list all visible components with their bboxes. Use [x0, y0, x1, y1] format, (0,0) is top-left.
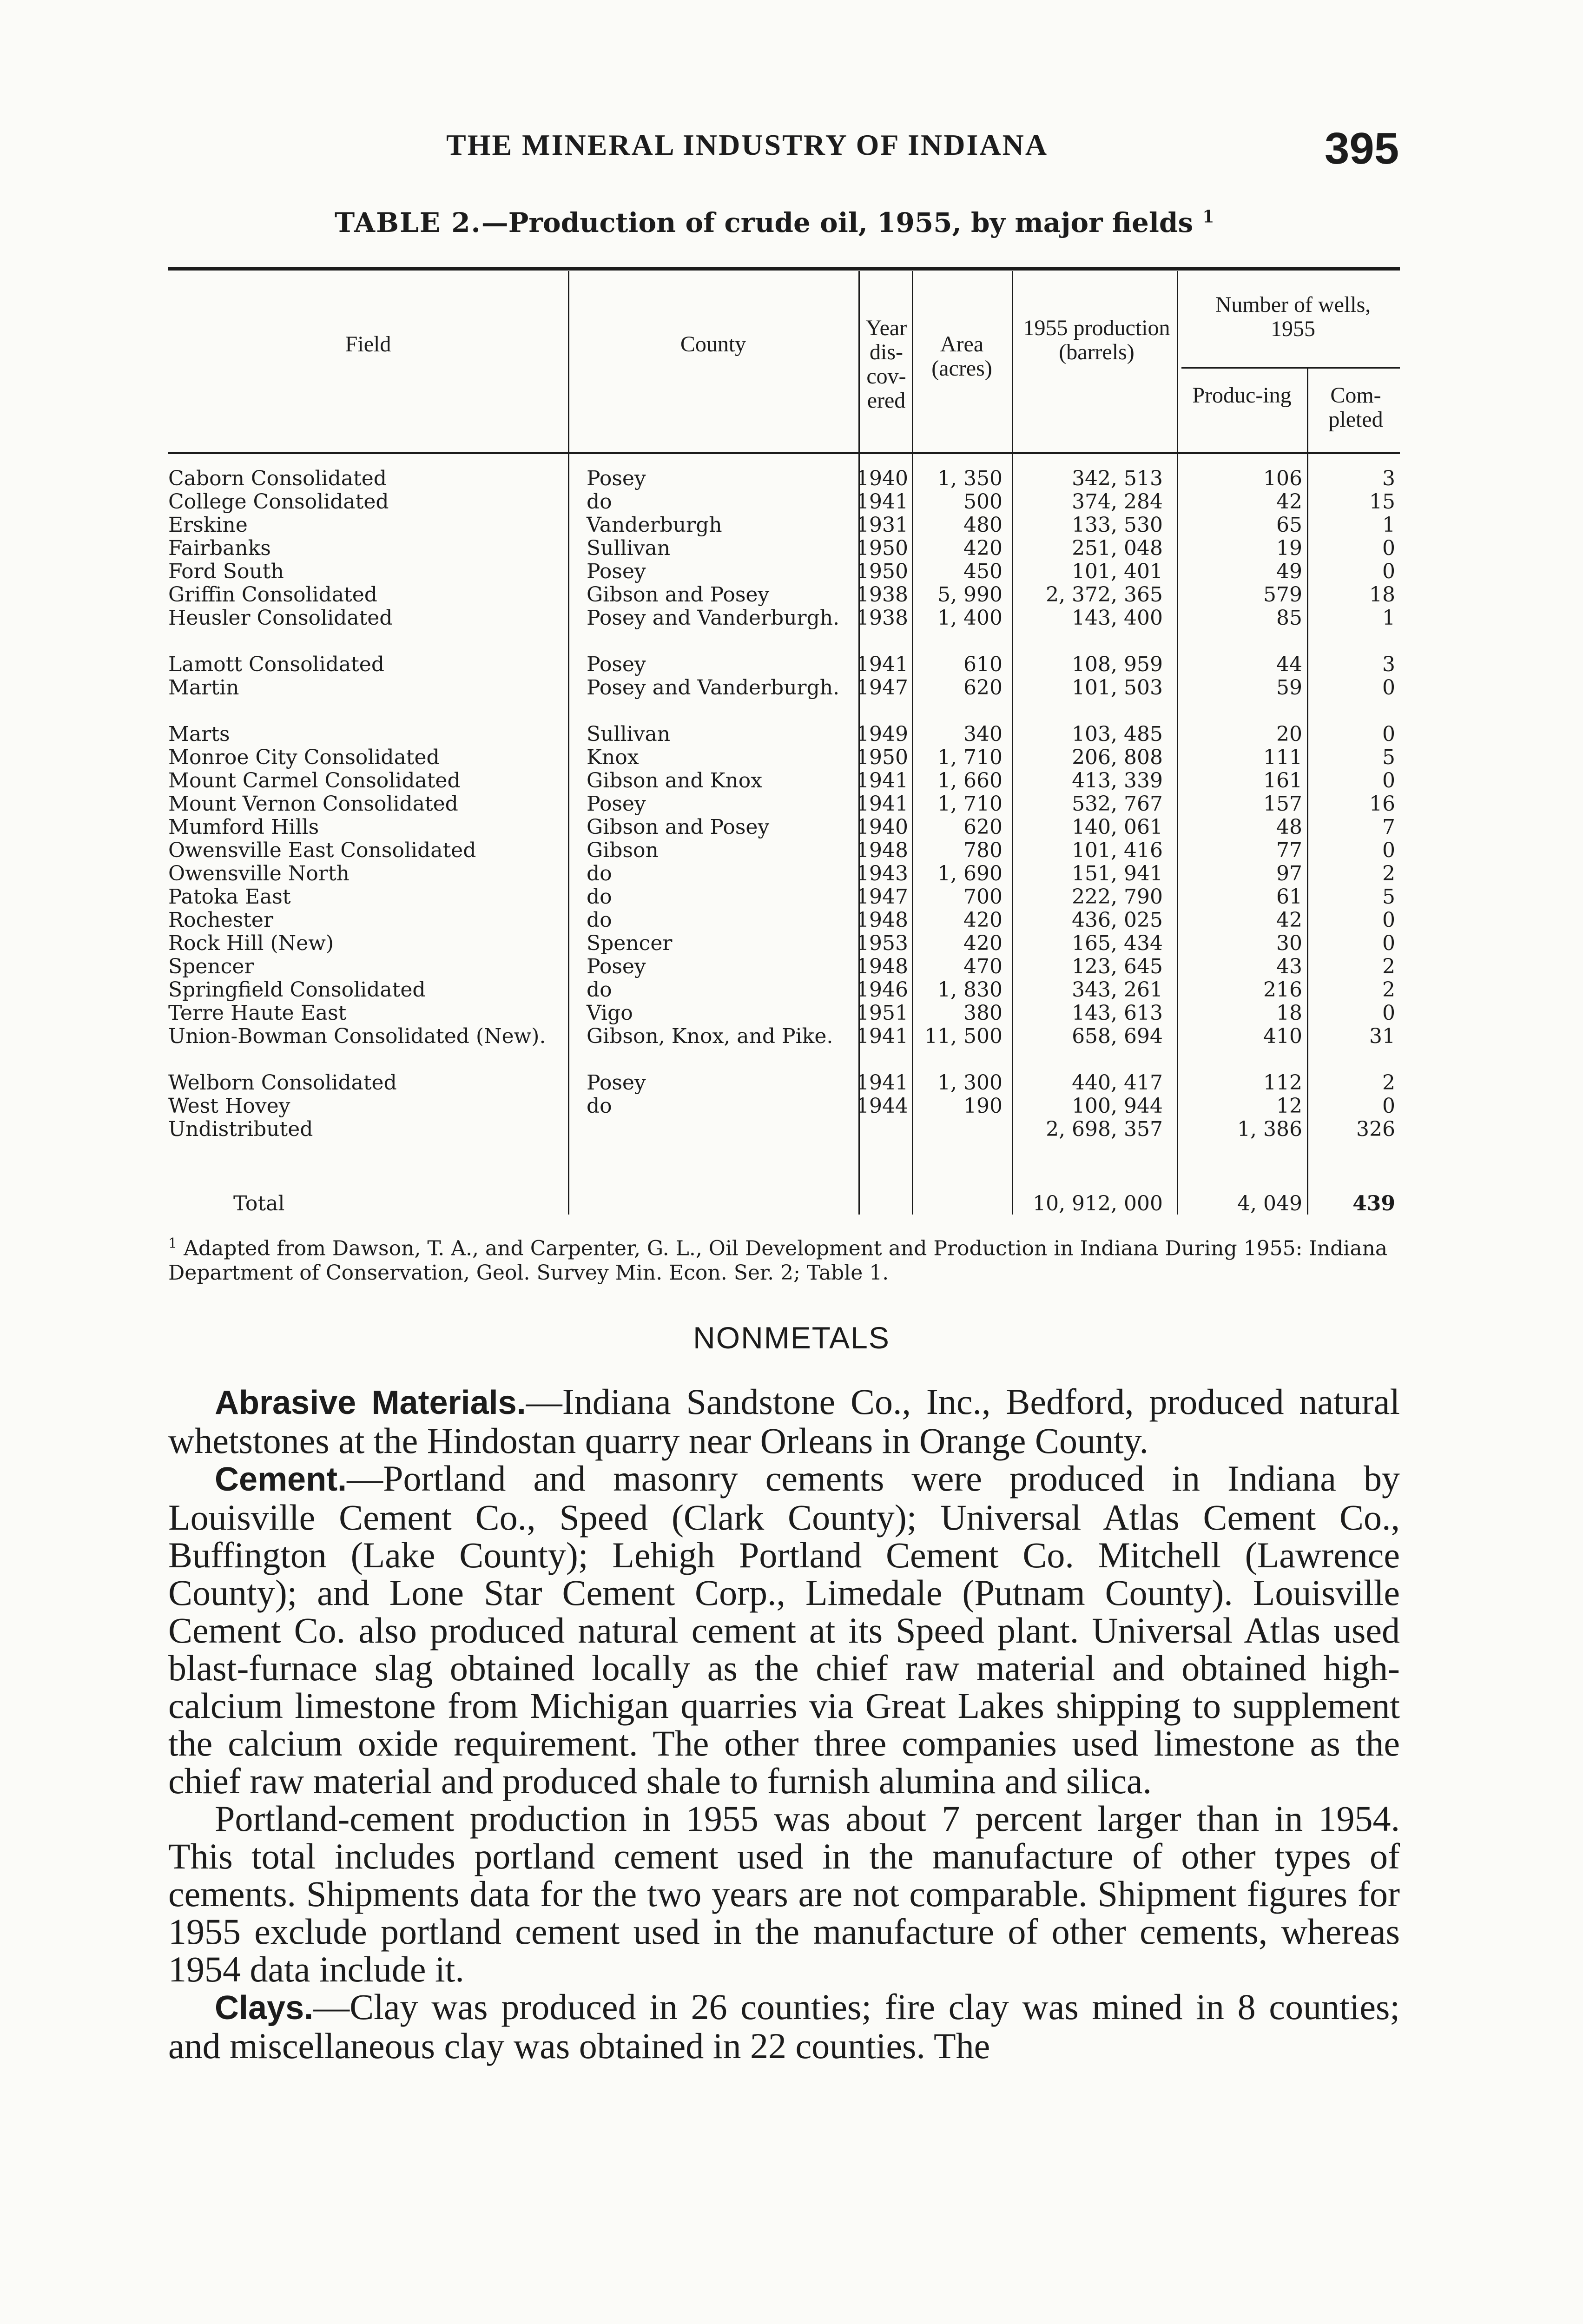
row-year: 1951 — [856, 1001, 908, 1025]
row-year: 1948 — [856, 838, 908, 862]
row-producing: 112 — [1263, 1071, 1302, 1095]
row-area: 1, 830 — [937, 978, 1003, 1002]
row-county: Knox — [587, 746, 639, 769]
col-header-year: Year dis-cov-ered — [865, 316, 907, 413]
table-row — [168, 839, 1400, 862]
row-producing: 44 — [1276, 653, 1302, 676]
row-area: 1, 690 — [937, 862, 1003, 885]
row-field: Ford South — [168, 560, 284, 583]
row-production: 658, 694 — [1072, 1024, 1163, 1048]
row-field: Patoka East — [168, 885, 291, 909]
row-year: 1947 — [856, 676, 908, 700]
table-row — [168, 746, 1400, 769]
row-production: 101, 416 — [1072, 838, 1163, 862]
row-production: 440, 417 — [1072, 1071, 1163, 1095]
row-production: 140, 061 — [1072, 815, 1163, 839]
row-field: Monroe City Consolidated — [168, 746, 440, 769]
row-producing: 410 — [1263, 1024, 1302, 1048]
table-row — [168, 932, 1400, 955]
col-header-area: Area (acres) — [931, 332, 992, 381]
row-completed: 3 — [1382, 653, 1395, 676]
row-completed: 7 — [1382, 815, 1395, 839]
row-completed: 0 — [1382, 536, 1395, 560]
paragraph-text: —Indiana Sandstone Co., Inc., Bedford, produced natural whetstones at the Hindostan quarry near Orleans in Orange County. — [168, 1381, 1400, 1461]
row-year: 1941 — [856, 653, 908, 676]
paragraph-clays — [168, 1988, 1400, 2065]
row-area: 1, 350 — [937, 467, 1003, 490]
row-county: Posey — [587, 560, 646, 583]
row-producing: 19 — [1276, 536, 1302, 560]
row-county: do — [587, 978, 612, 1002]
row-producing: 42 — [1276, 908, 1302, 932]
row-field: Heusler Consolidated — [168, 606, 393, 630]
row-producing: 48 — [1276, 815, 1302, 839]
row-completed: 5 — [1382, 746, 1395, 769]
row-producing: 12 — [1276, 1094, 1302, 1118]
row-field: Griffin Consolidated — [168, 583, 377, 607]
row-completed: 31 — [1369, 1024, 1395, 1048]
table-row — [168, 816, 1400, 839]
table-row — [168, 978, 1400, 1002]
table-row — [168, 862, 1400, 885]
row-completed: 15 — [1369, 490, 1395, 514]
row-area: 700 — [963, 885, 1003, 909]
row-completed: 1 — [1382, 606, 1395, 630]
row-production: 133, 530 — [1072, 513, 1163, 537]
row-area: 500 — [963, 490, 1003, 514]
table-row — [168, 885, 1400, 909]
row-area: 1, 660 — [937, 769, 1003, 792]
row-producing: 18 — [1276, 1001, 1302, 1025]
table-top-rule — [168, 267, 1400, 271]
row-county: Gibson and Posey — [587, 583, 770, 607]
row-year: 1950 — [856, 536, 908, 560]
row-producing: 59 — [1276, 676, 1302, 700]
table-header-rule — [168, 452, 1400, 454]
table-row — [168, 1095, 1400, 1118]
row-completed: 0 — [1382, 838, 1395, 862]
row-year: 1948 — [856, 955, 908, 978]
row-producing: 65 — [1276, 513, 1302, 537]
paragraph-text: —Clay was produced in 26 counties; fire clay was mined in 8 counties; and miscellaneous clay was obtained in 22 counties. The — [168, 1987, 1400, 2066]
page-number: 395 — [1325, 124, 1399, 173]
run-in-heading: Cement. — [215, 1461, 347, 1498]
row-field: Rock Hill (New) — [168, 931, 334, 955]
row-county: Sullivan — [587, 536, 671, 560]
row-production: 2, 372, 365 — [1046, 583, 1163, 607]
row-area: 1, 400 — [937, 606, 1003, 630]
row-producing: 579 — [1263, 583, 1302, 607]
row-area: 1, 300 — [937, 1071, 1003, 1095]
row-field: Springfield Consolidated — [168, 978, 426, 1002]
row-field: College Consolidated — [168, 490, 389, 514]
row-county: Posey — [587, 467, 646, 490]
row-year: 1949 — [856, 722, 908, 746]
row-production: 143, 613 — [1072, 1001, 1163, 1025]
row-field: Terre Haute East — [168, 1001, 347, 1025]
row-production: 343, 261 — [1072, 978, 1163, 1002]
paragraph-text: —Portland and masonry cements were produced in Indiana by Louisville Cement Co., Speed (Clark County); Universal Atlas Cement Co., Buffington (Lake County); Lehigh Portland Cement Co. Mitchell (Lawrence County); and Lone Star Cement Corp., Limedale (Putnam County). Louisville Cement Co. also produced natural cement at its Speed plant. Universal Atlas used blast-furnace slag obtained locally as the chief raw material and obtained high-calcium limestone from Michigan quarries via Great Lakes shipping to supplement the calcium oxide requirement. The other three companies used limestone as the chief raw material and produced shale to furnish alumina and silica. — [168, 1458, 1400, 1801]
row-year: 1943 — [856, 862, 908, 885]
row-completed: 18 — [1369, 583, 1395, 607]
row-completed: 3 — [1382, 467, 1395, 490]
row-production: 251, 048 — [1072, 536, 1163, 560]
row-county: Posey and Vanderburgh. — [587, 606, 840, 630]
run-in-heading: Abrasive Materials. — [215, 1384, 526, 1421]
row-county: Posey — [587, 955, 646, 978]
row-completed: 0 — [1382, 722, 1395, 746]
row-field: Welborn Consolidated — [168, 1071, 397, 1095]
row-field: Spencer — [168, 955, 254, 978]
table-row — [168, 537, 1400, 560]
row-year: 1953 — [856, 931, 908, 955]
row-production: 342, 513 — [1072, 467, 1163, 490]
row-field: Mumford Hills — [168, 815, 319, 839]
row-field: Fairbanks — [168, 536, 271, 560]
row-producing: 216 — [1263, 978, 1302, 1002]
table-row — [168, 490, 1400, 514]
row-county: do — [587, 490, 612, 514]
row-year: 1947 — [856, 885, 908, 909]
row-producing: 77 — [1276, 838, 1302, 862]
row-field: Mount Vernon Consolidated — [168, 792, 458, 816]
row-county: Vigo — [587, 1001, 633, 1025]
col-header-production: 1955 production (barrels) — [1023, 316, 1170, 364]
row-year: 1931 — [856, 513, 908, 537]
row-field: Undistributed — [168, 1117, 313, 1141]
row-area: 420 — [963, 908, 1003, 932]
row-completed: 0 — [1382, 769, 1395, 792]
row-field: Martin — [168, 676, 239, 700]
row-producing: 43 — [1276, 955, 1302, 978]
row-completed: 16 — [1369, 792, 1395, 816]
row-year: 1950 — [856, 560, 908, 583]
table-footnote — [168, 1232, 1400, 1285]
row-year: 1948 — [856, 908, 908, 932]
row-producing: 30 — [1276, 931, 1302, 955]
row-production: 206, 808 — [1072, 746, 1163, 769]
row-producing: 161 — [1263, 769, 1302, 792]
row-year: 1941 — [856, 1024, 908, 1048]
table-row — [168, 514, 1400, 537]
row-field: Marts — [168, 722, 230, 746]
row-completed: 0 — [1382, 908, 1395, 932]
table-row — [168, 792, 1400, 816]
row-area: 11, 500 — [924, 1024, 1003, 1048]
row-year: 1946 — [856, 978, 908, 1002]
table-caption-label: TABLE 2. — [335, 207, 481, 238]
row-area: 480 — [963, 513, 1003, 537]
row-production: 123, 645 — [1072, 955, 1163, 978]
row-field: Mount Carmel Consolidated — [168, 769, 461, 792]
row-county: Vanderburgh — [587, 513, 722, 537]
row-production: 374, 284 — [1072, 490, 1163, 514]
row-county: do — [587, 908, 612, 932]
row-production: 101, 503 — [1072, 676, 1163, 700]
row-county: Gibson and Knox — [587, 769, 763, 792]
table-row — [168, 607, 1400, 653]
row-area: 470 — [963, 955, 1003, 978]
row-producing: 49 — [1276, 560, 1302, 583]
row-field: Caborn Consolidated — [168, 467, 387, 490]
row-area: 5, 990 — [937, 583, 1003, 607]
table-row — [168, 769, 1400, 792]
row-year: 1944 — [856, 1094, 908, 1118]
row-producing: 111 — [1263, 746, 1302, 769]
col-header-producing: Produc-ing — [1192, 383, 1292, 408]
table-row — [168, 1118, 1400, 1141]
row-production: 532, 767 — [1072, 792, 1163, 816]
row-production: 165, 434 — [1072, 931, 1163, 955]
row-production: 2, 698, 357 — [1046, 1117, 1163, 1141]
row-area: 380 — [963, 1001, 1003, 1025]
row-area: 1, 710 — [937, 792, 1003, 816]
row-county: Sullivan — [587, 722, 671, 746]
table-row — [168, 676, 1400, 723]
row-area: 450 — [963, 560, 1003, 583]
table-caption — [335, 207, 1214, 238]
table-row — [168, 723, 1400, 746]
row-county: Posey — [587, 792, 646, 816]
footnote-text: Adapted from Dawson, T. A., and Carpenter, G. L., Oil Development and Production in Indiana During 1955: Indiana Department of Conservation, Geol. Survey Min. Econ. Ser. 2; Table 1. — [168, 1236, 1388, 1285]
row-production: 103, 485 — [1072, 722, 1163, 746]
row-county: Gibson and Posey — [587, 815, 770, 839]
row-year: 1940 — [856, 467, 908, 490]
table-row — [168, 909, 1400, 932]
paragraph-portland — [168, 1800, 1400, 1988]
table-row — [168, 1025, 1400, 1071]
row-county: Gibson — [587, 838, 659, 862]
col-header-county: County — [680, 332, 746, 357]
row-production: 222, 790 — [1072, 885, 1163, 909]
row-county: do — [587, 885, 612, 909]
row-completed: 2 — [1382, 862, 1395, 885]
row-field: Erskine — [168, 513, 248, 537]
row-production: 100, 944 — [1072, 1094, 1163, 1118]
paragraph-abrasive — [168, 1383, 1400, 1459]
row-completed: 0 — [1382, 1001, 1395, 1025]
row-producing: 97 — [1276, 862, 1302, 885]
table-caption-note-ref: 1 — [1202, 207, 1214, 227]
table-row — [168, 1071, 1400, 1095]
row-completed: 1 — [1382, 513, 1395, 537]
row-completed: 2 — [1382, 978, 1395, 1002]
footnote-marker: 1 — [168, 1235, 178, 1252]
section-heading: NONMETALS — [693, 1320, 890, 1355]
row-completed: 2 — [1382, 1071, 1395, 1095]
row-year: 1938 — [856, 606, 908, 630]
row-producing: 1, 386 — [1237, 1117, 1302, 1141]
row-field: Lamott Consolidated — [168, 653, 385, 676]
row-field: Owensville North — [168, 862, 350, 885]
row-area: 780 — [963, 838, 1003, 862]
row-producing: 85 — [1276, 606, 1302, 630]
row-county: Spencer — [587, 931, 673, 955]
row-production: 413, 339 — [1072, 769, 1163, 792]
row-completed: 2 — [1382, 955, 1395, 978]
row-area: 620 — [963, 676, 1003, 700]
row-field: Rochester — [168, 908, 273, 932]
row-producing: 106 — [1263, 467, 1302, 490]
row-year: 1940 — [856, 815, 908, 839]
paragraph-text: Portland-cement production in 1955 was about 7 percent larger than in 1954. This total includes portland cement used in the manufacture of other types of cements. Shipments data for the two years are not comparable. Shipment figures for 1955 exclude portland cement used in the manufacture of other cements, whereas 1954 data include it. — [168, 1798, 1400, 1989]
row-completed: 5 — [1382, 885, 1395, 909]
run-in-heading: Clays. — [215, 1989, 314, 2027]
table-row — [168, 955, 1400, 978]
row-production: 143, 400 — [1072, 606, 1163, 630]
running-head — [0, 123, 1583, 174]
table-body — [168, 467, 1400, 1141]
total-producing: 4, 049 — [1237, 1192, 1302, 1215]
table-total-row — [168, 1190, 1400, 1218]
row-area: 420 — [963, 931, 1003, 955]
row-completed: 0 — [1382, 676, 1395, 700]
row-year: 1938 — [856, 583, 908, 607]
row-completed: 0 — [1382, 1094, 1395, 1118]
paragraph-cement — [168, 1459, 1400, 1800]
row-production: 108, 959 — [1072, 653, 1163, 676]
row-producing: 61 — [1276, 885, 1302, 909]
row-county: do — [587, 1094, 612, 1118]
row-county: Posey and Vanderburgh. — [587, 676, 840, 700]
row-production: 151, 941 — [1072, 862, 1163, 885]
row-area: 1, 710 — [937, 746, 1003, 769]
total-label: Total — [233, 1192, 285, 1215]
row-field: West Hovey — [168, 1094, 290, 1118]
table-row — [168, 653, 1400, 676]
total-completed: 439 — [1352, 1192, 1395, 1215]
row-year: 1941 — [856, 792, 908, 816]
row-year: 1941 — [856, 490, 908, 514]
row-producing: 42 — [1276, 490, 1302, 514]
row-county: Posey — [587, 653, 646, 676]
col-header-wells: Number of wells, 1955 — [1215, 292, 1371, 341]
row-completed: 326 — [1356, 1117, 1395, 1141]
total-production: 10, 912, 000 — [1033, 1192, 1163, 1215]
row-area: 190 — [963, 1094, 1003, 1118]
row-area: 610 — [963, 653, 1003, 676]
wells-subheader-rule — [1181, 367, 1400, 369]
row-county: do — [587, 862, 612, 885]
row-completed: 0 — [1382, 931, 1395, 955]
row-county: Gibson, Knox, and Pike. — [587, 1024, 833, 1048]
row-completed: 0 — [1382, 560, 1395, 583]
row-year: 1941 — [856, 769, 908, 792]
row-area: 420 — [963, 536, 1003, 560]
table-row — [168, 1002, 1400, 1025]
table-row — [168, 583, 1400, 607]
row-area: 340 — [963, 722, 1003, 746]
table-caption-text: —Production of crude oil, 1955, by major fields — [481, 207, 1194, 238]
row-producing: 157 — [1263, 792, 1302, 816]
row-year: 1941 — [856, 1071, 908, 1095]
col-header-completed: Com-pleted — [1328, 383, 1383, 432]
row-county: Posey — [587, 1071, 646, 1095]
running-title: THE MINERAL INDUSTRY OF INDIANA — [446, 128, 1049, 161]
table-row — [168, 467, 1400, 490]
row-production: 436, 025 — [1072, 908, 1163, 932]
row-year: 1950 — [856, 746, 908, 769]
row-field: Union-Bowman Consolidated (New). — [168, 1024, 546, 1048]
row-production: 101, 401 — [1072, 560, 1163, 583]
table-row — [168, 560, 1400, 583]
row-producing: 20 — [1276, 722, 1302, 746]
row-area: 620 — [963, 815, 1003, 839]
body-text — [168, 1383, 1400, 2065]
row-field: Owensville East Consolidated — [168, 838, 476, 862]
col-header-field: Field — [345, 332, 391, 357]
